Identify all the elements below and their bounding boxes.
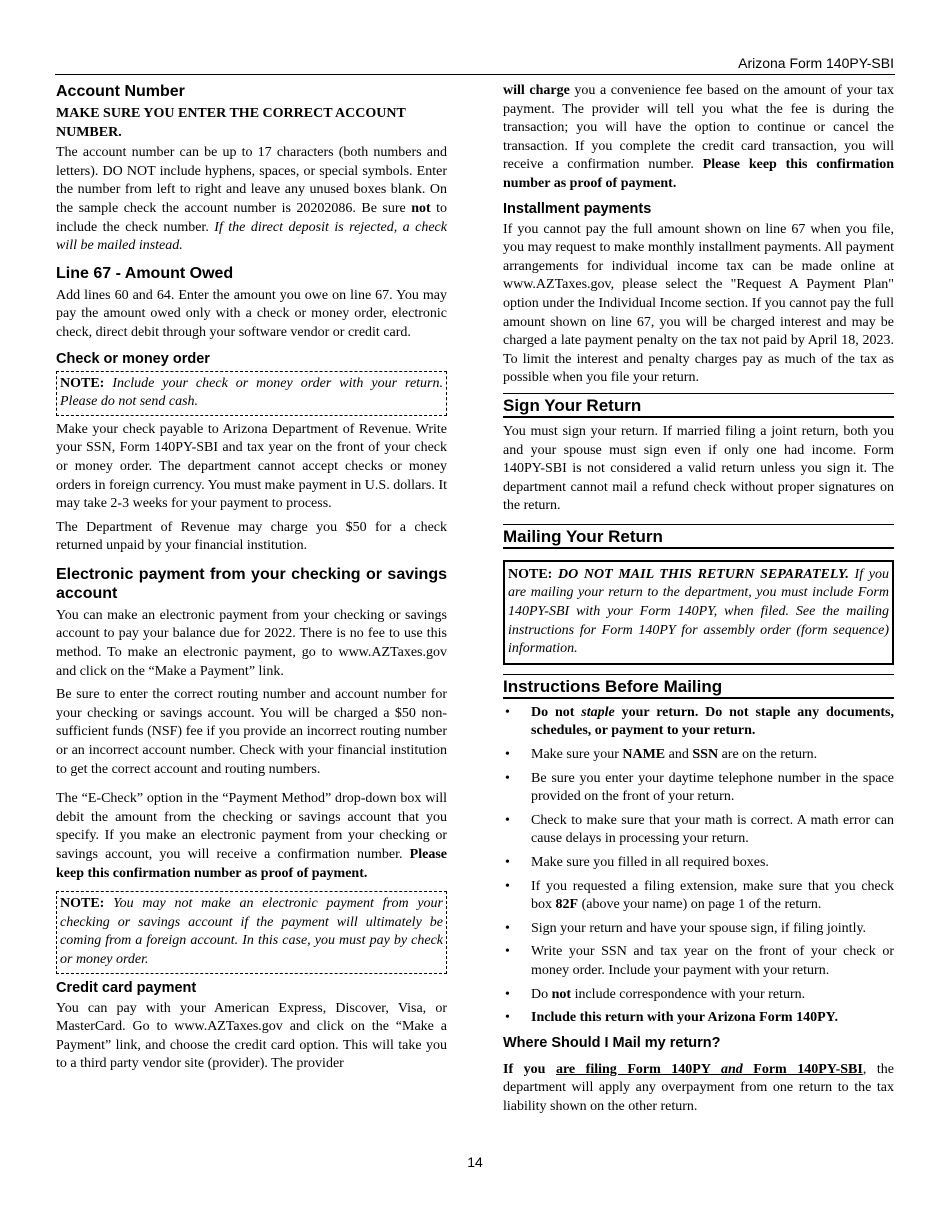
account-number-heading: Account Number	[56, 83, 185, 100]
instructions-before-mailing-heading: Instructions Before Mailing	[503, 674, 894, 698]
check-heading: Check or money order	[56, 350, 210, 367]
list-item: • If you requested a filing extension, make sure that you check box 82F (above your name) on page 1 of the return.	[505, 878, 894, 913]
check-text-2: The Department of Revenue may charge you $50 for a check returned unpaid by your financial institution.	[56, 519, 447, 554]
installment-text: If you cannot pay the full amount shown on line 67 when you file, you may request to make monthly installment payments. All payment arrangements for individual income tax can be made online at www.AZTaxes.gov, please select the "Request A Payment Plan" option under the Individual Income section. If you cannot pay the full amount shown on line 67, you will be charged interest and may be charged a late payment penalty on the tax not paid by April 18, 2023. To limit the interest and penalty charges pay as much of the tax as possible when you file your return.	[503, 221, 894, 386]
mailing-return-heading: Mailing Your Return	[503, 524, 894, 548]
mailing-checklist	[503, 704, 894, 1028]
installment-heading: Installment payments	[503, 200, 652, 217]
electronic-text-3: The “E-Check” option in the “Payment Method” drop-down box will debit the amount from the checking or savings account that you specify. If you make an electronic payment from your checking or savings account, you will receive a confirmation number. Please keep this confirmation number as proof of payment.	[56, 791, 447, 881]
credit-continued-text: will charge you a convenience fee based on the amount of your tax payment. The provider will tell you what the fee is during the transaction; you will have the option to continue or cancel the transaction. If you complete the credit card transaction, you will receive a confirmation number. Please keep this confirmation number as proof of payment.	[503, 83, 894, 191]
list-item: • Make sure you filled in all required boxes.	[505, 855, 769, 870]
electronic-text-2: Be sure to enter the correct routing number and account number for your checking or savings account. You will be charged a $50 non-sufficient funds (NSF) fee if you provide an incorrect routing number or an incorrect account number. Check with your financial institution to get the correct account and routing numbers.	[56, 687, 447, 777]
where-to-mail-text: If you are filing Form 140PY and Form 140PY-SBI, the department will apply any overpayment from one return to the tax liability shown on the other return.	[503, 1061, 894, 1114]
electronic-note: NOTE: You may not make an electronic payment from your checking or savings account if the payment will ultimately be coming from a foreign account. In this case, you must pay by check or money order.	[56, 891, 447, 973]
credit-text: You can pay with your American Express, Discover, Visa, or MasterCard. Go to www.AZTaxes.gov and click on the “Make a Payment” link, and choose the credit card option. This will take you to a third party vendor site (provider). The provider	[56, 1000, 447, 1072]
list-item: • Do not include correspondence with your return.	[505, 986, 806, 1002]
sign-return-text: You must sign your return. If married filing a joint return, both you and your spouse must sign even if only one had income. Form 140PY-SBI is not considered a valid return unless you sign it. The department cannot mail a refund check without proper signatures on the return.	[503, 423, 894, 514]
right-column	[503, 82, 894, 1122]
list-item: • Write your SSN and tax year on the front of your check or money order. Include your payment with your return.	[505, 944, 894, 978]
where-to-mail-heading: Where Should I Mail my return?	[503, 1034, 721, 1051]
check-text-1: Make your check payable to Arizona Department of Revenue. Write your SSN, Form 140PY-SBI and tax year on the front of your check or money order. The department cannot accept checks or money orders in foreign currency. You must make payment in U.S. dollars. It may take 2-3 weeks for your payment to process.	[56, 421, 447, 512]
form-title: Arizona Form 140PY-SBI	[738, 55, 894, 71]
sign-return-heading: Sign Your Return	[503, 393, 894, 417]
list-item: • Sign your return and have your spouse sign, if filing jointly.	[505, 920, 867, 936]
page-number: 14	[467, 1154, 483, 1170]
account-number-warning: MAKE SURE YOU ENTER THE CORRECT ACCOUNT NUMBER.	[56, 106, 406, 140]
list-item: • Include this return with your Arizona Form 140PY.	[505, 1010, 838, 1026]
line67-heading: Line 67 - Amount Owed	[56, 264, 234, 282]
list-item: • Make sure your NAME and SSN are on the return.	[505, 747, 818, 763]
check-note: NOTE: Include your check or money order with your return. Please do not send cash.	[56, 371, 447, 416]
list-item: • Check to make sure that your math is correct. A math error can cause delays in processing your return.	[505, 812, 894, 847]
account-number-text: The account number can be up to 17 characters (both numbers and letters). DO NOT include hyphens, spaces, or special symbols. Enter the number from left to right and leave any unused boxes blank. On the sample check the account number is 20202086. Be sure not to include the check number. If the direct deposit is rejected, a check will be mailed instead.	[56, 145, 448, 254]
mailing-note: NOTE: DO NOT MAIL THIS RETURN SEPARATELY. If you are mailing your return to the department, you must include Form 140PY-SBI with your Form 140PY, when filed. See the mailing instructions for Form 140PY for assembly order (form sequence) information.	[503, 560, 894, 665]
credit-heading: Credit card payment	[56, 979, 197, 996]
electronic-heading: Electronic payment from your checking or savings account	[56, 565, 447, 602]
line67-text: Add lines 60 and 64. Enter the amount you owe on line 67. You may pay the amount owed only with a check or money order, electronic check, direct debit through your software vendor or credit card.	[56, 287, 447, 340]
header-rule	[55, 74, 895, 75]
electronic-text-1: You can make an electronic payment from your checking or savings account to pay your balance due for 2022. There is no fee to use this method. To make an electronic payment, go to www.AZTaxes.gov and click on the “Make a Payment” link.	[56, 607, 447, 679]
list-item: • Do not staple your return. Do not staple any documents, schedules, or payment to your return.	[505, 704, 894, 739]
list-item: • Be sure you enter your daytime telephone number in the space provided on the front of your return.	[505, 770, 894, 805]
left-column	[56, 82, 447, 1079]
